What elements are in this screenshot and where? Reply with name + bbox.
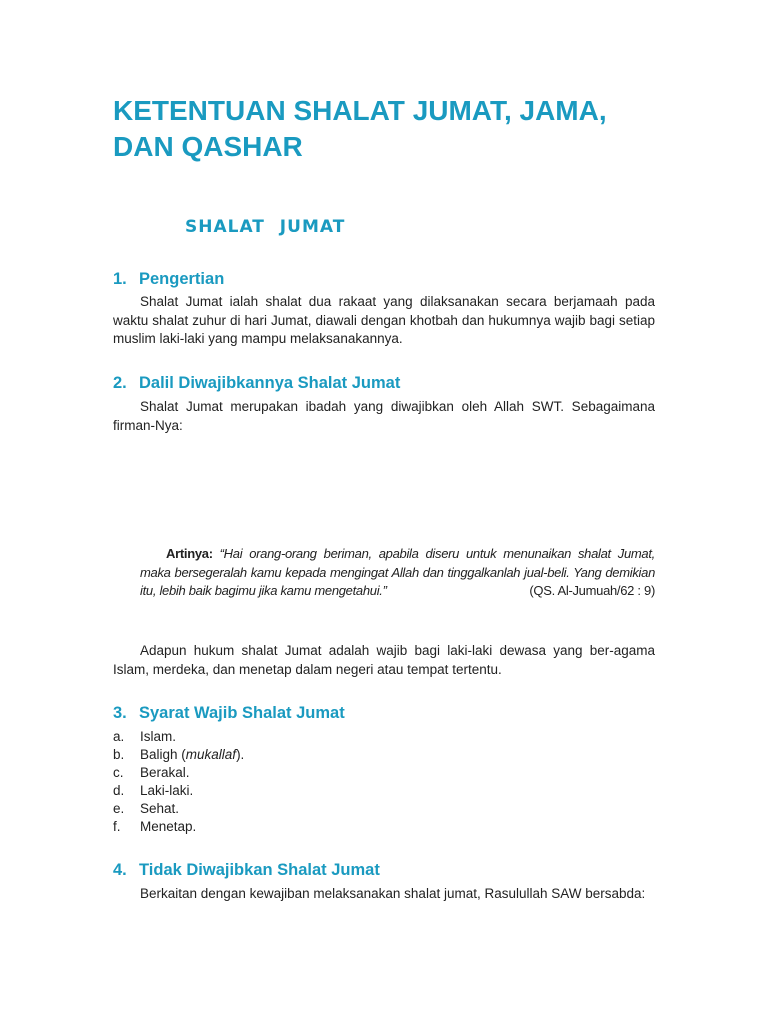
heading-text: Pengertian xyxy=(139,270,225,288)
paragraph-tidak-diwajibkan: Berkaitan dengan kewajiban melaksanakan shalat jumat, Rasulullah SAW bersabda: xyxy=(140,886,646,901)
heading-number: 1. xyxy=(113,270,127,288)
list-item: f. Menetap. xyxy=(113,819,197,834)
heading-text: Syarat Wajib Shalat Jumat xyxy=(139,704,345,722)
paragraph-pengertian: Shalat Jumat ialah shalat dua rakaat yang dilaksanakan secara berjamaah pada waktu shalat zuhur di hari Jumat, diawali dengan khotbah dan hukumnya wajib bagi setiap muslim laki-laki yang mampu melaksanakannya. xyxy=(113,294,655,346)
heading-pengertian xyxy=(113,270,224,289)
list-item: d. Laki-laki. xyxy=(113,783,194,798)
document-title: KETENTUAN SHALAT JUMAT, JAMA, DAN QASHAR xyxy=(113,95,607,162)
heading-dalil xyxy=(113,374,400,393)
syarat-list xyxy=(113,728,244,836)
heading-syarat xyxy=(113,704,345,723)
quote-label: Artinya: xyxy=(166,546,213,561)
paragraph-hukum: Adapun hukum shalat Jumat adalah wajib bagi laki-laki dewasa yang ber-agama Islam, merdeka, dan menetap dalam negeri atau tempat tertentu. xyxy=(113,643,655,677)
quote-reference: (QS. Al-Jumuah/62 : 9) xyxy=(529,583,655,598)
heading-number: 4. xyxy=(113,861,127,879)
list-item: e. Sehat. xyxy=(113,801,180,816)
section-subtitle: SHALAT JUMAT xyxy=(185,217,346,237)
heading-tidak-diwajibkan xyxy=(113,861,380,880)
heading-text: Dalil Diwajibkannya Shalat Jumat xyxy=(139,374,401,392)
list-item: c. Berakal. xyxy=(113,765,190,780)
heading-number: 3. xyxy=(113,704,127,722)
list-item: a. Islam. xyxy=(113,729,177,744)
quote-translation xyxy=(140,545,655,601)
list-item: b. Baligh (mukallaf). xyxy=(113,747,245,762)
paragraph-dalil: Shalat Jumat merupakan ibadah yang diwajibkan oleh Allah SWT. Sebagaimana firman-Nya: xyxy=(113,399,655,433)
heading-number: 2. xyxy=(113,374,127,392)
heading-text: Tidak Diwajibkan Shalat Jumat xyxy=(139,861,380,879)
quote-text: “Hai orang-orang beriman, apabila diseru untuk menunaikan shalat Jumat, maka bersegeralah kamu kepada mengingat Allah dan tinggalkanlah jual-beli. Yang demikian itu, lebih baik bagimu jika kamu mengetahui.” xyxy=(140,546,655,598)
